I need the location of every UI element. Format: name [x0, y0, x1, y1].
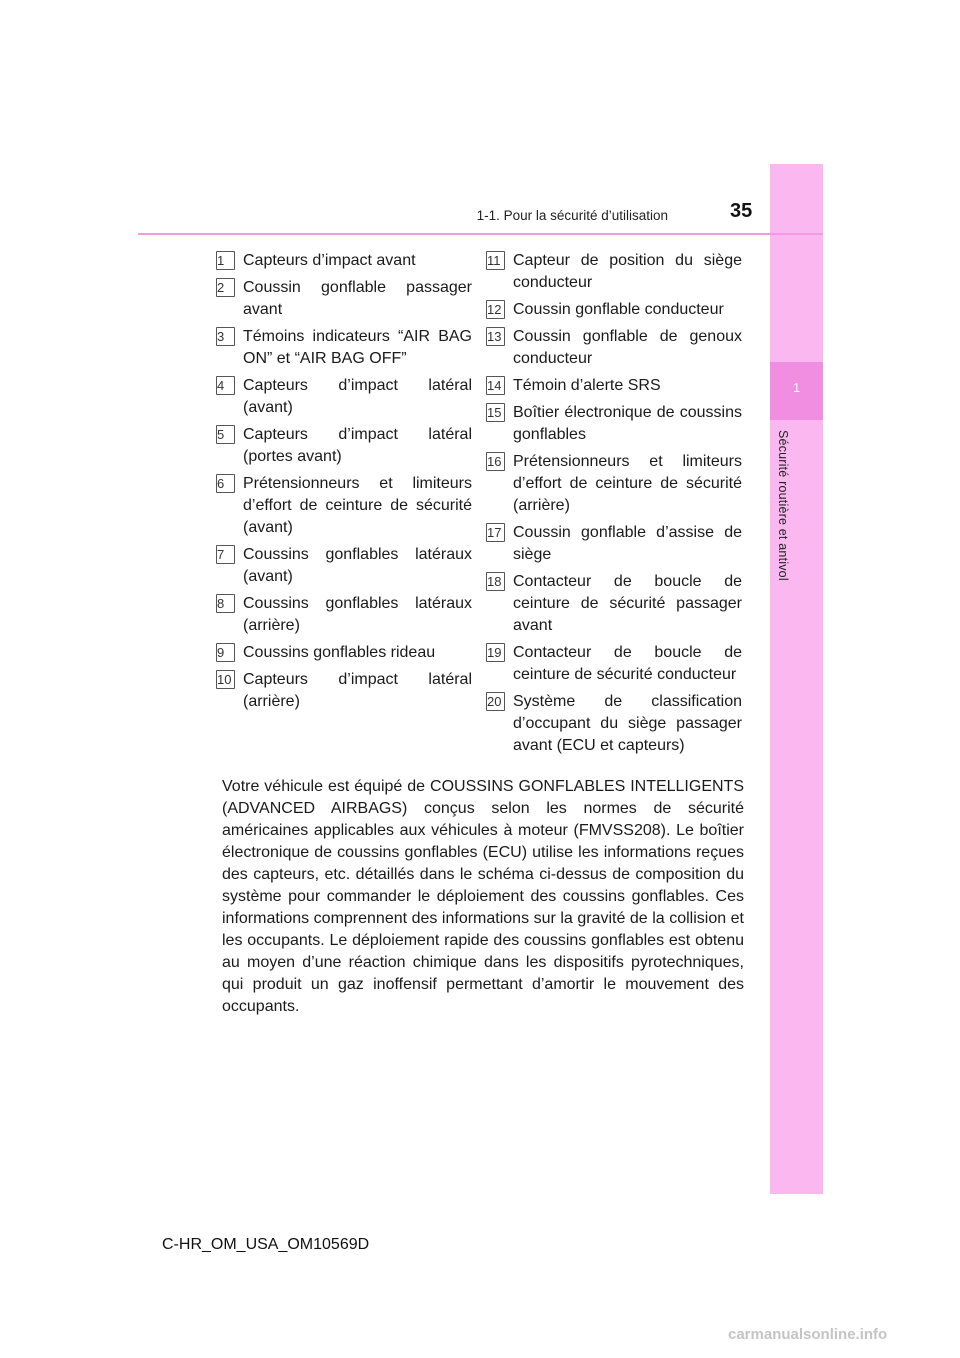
document-code: C-HR_OM_USA_OM10569D — [162, 1236, 370, 1253]
item-number-badge: 4 — [216, 376, 235, 395]
legend-text: Capteurs d’impact latéral (portes avant) — [243, 426, 472, 465]
body-paragraph: Votre véhicule est équipé de COUSSINS GONFLABLES INTELLIGENTS (ADVANCED AIRBAGS) conçus selon les normes de sécurité américaines applicables aux véhicules à moteur (FMVSS208). Le boîtier électronique de coussins gonflables (ECU) utilise les informations reçues des capteurs, etc. détaillés dans le schéma ci-dessus de composition du système pour commander le déploiement des coussins gonflables. Ces informations comprennent des informations sur la gravité de la collision et les occupants. Le déploiement rapide des coussins gonflables est obtenu au moyen d’une réaction chimique dans les dispositifs pyrotechniques, qui produit un gaz inoffensif permettant d’amortir le mouvement des occupants. — [222, 778, 744, 1015]
legend-item — [216, 326, 472, 370]
legend-item — [486, 402, 742, 446]
chapter-side-tab — [770, 164, 823, 1194]
legend-text: Contacteur de boucle de ceinture de sécurité conducteur — [513, 644, 742, 683]
header-rule — [138, 233, 823, 235]
legend-text: Coussin gonflable conducteur — [513, 301, 724, 318]
item-number-badge: 18 — [486, 572, 505, 591]
watermark: carmanualsonline.info — [728, 1326, 888, 1343]
item-number-badge: 10 — [216, 670, 235, 689]
item-number-badge: 20 — [486, 692, 505, 711]
item-number-badge: 2 — [216, 278, 235, 297]
legend-item — [216, 424, 472, 468]
legend-text: Coussin gonflable passager avant — [243, 279, 472, 318]
legend-text: Prétensionneurs et limiteurs d’effort de ceinture de sécurité (avant) — [243, 475, 472, 536]
legend-item — [216, 593, 472, 637]
legend-item — [486, 642, 742, 686]
chapter-number: 1 — [792, 380, 801, 395]
chapter-title: Sécurité routière et antivol — [776, 430, 790, 581]
legend-text: Coussin gonflable de genoux conducteur — [513, 328, 742, 367]
legend-text: Coussins gonflables latéraux (avant) — [243, 546, 472, 585]
legend-item — [486, 326, 742, 370]
legend-text: Système de classification d’occupant du siège passager avant (ECU et capteurs) — [513, 693, 742, 754]
legend-item — [486, 522, 742, 566]
legend-text: Contacteur de boucle de ceinture de sécurité passager avant — [513, 573, 742, 634]
legend-item — [486, 451, 742, 517]
legend-item — [486, 375, 742, 397]
legend-item — [486, 250, 742, 294]
item-number-badge: 7 — [216, 545, 235, 564]
legend-item — [486, 299, 742, 321]
legend-text: Capteurs d’impact latéral (avant) — [243, 377, 472, 416]
legend-item — [216, 642, 472, 664]
legend-text: Coussins gonflables latéraux (arrière) — [243, 595, 472, 634]
item-number-badge: 9 — [216, 643, 235, 662]
legend-column-right — [486, 250, 742, 762]
item-number-badge: 16 — [486, 452, 505, 471]
legend-text: Capteur de position du siège conducteur — [513, 252, 742, 291]
item-number-badge: 3 — [216, 327, 235, 346]
legend-text: Témoins indicateurs “AIR BAG ON” et “AIR BAG OFF” — [243, 328, 472, 367]
item-number-badge: 11 — [486, 251, 505, 270]
legend-text: Coussins gonflables rideau — [243, 644, 436, 661]
legend-item — [216, 277, 472, 321]
item-number-badge: 12 — [486, 300, 505, 319]
item-number-badge: 6 — [216, 474, 235, 493]
legend-text: Boîtier électronique de coussins gonflables — [513, 404, 742, 443]
legend-text: Capteurs d’impact latéral (arrière) — [243, 671, 472, 710]
section-title: 1-1. Pour la sécurité d’utilisation — [476, 208, 668, 223]
legend-text: Prétensionneurs et limiteurs d’effort de ceinture de sécurité (arrière) — [513, 453, 742, 514]
legend-text: Coussin gonflable d’assise de siège — [513, 524, 742, 563]
legend-text: Capteurs d’impact avant — [243, 252, 416, 269]
item-number-badge: 14 — [486, 376, 505, 395]
item-number-badge: 19 — [486, 643, 505, 662]
legend-column-left — [216, 250, 472, 718]
item-number-badge: 1 — [216, 251, 235, 270]
legend-item — [216, 544, 472, 588]
legend-item — [216, 375, 472, 419]
legend-item — [216, 669, 472, 713]
legend-item — [486, 571, 742, 637]
item-number-badge: 15 — [486, 403, 505, 422]
legend-text: Témoin d’alerte SRS — [513, 377, 661, 394]
item-number-badge: 5 — [216, 425, 235, 444]
legend-item — [216, 473, 472, 539]
item-number-badge: 8 — [216, 594, 235, 613]
legend-item — [216, 250, 472, 272]
page-number: 35 — [730, 200, 753, 222]
legend-item — [486, 691, 742, 757]
item-number-badge: 17 — [486, 523, 505, 542]
item-number-badge: 13 — [486, 327, 505, 346]
